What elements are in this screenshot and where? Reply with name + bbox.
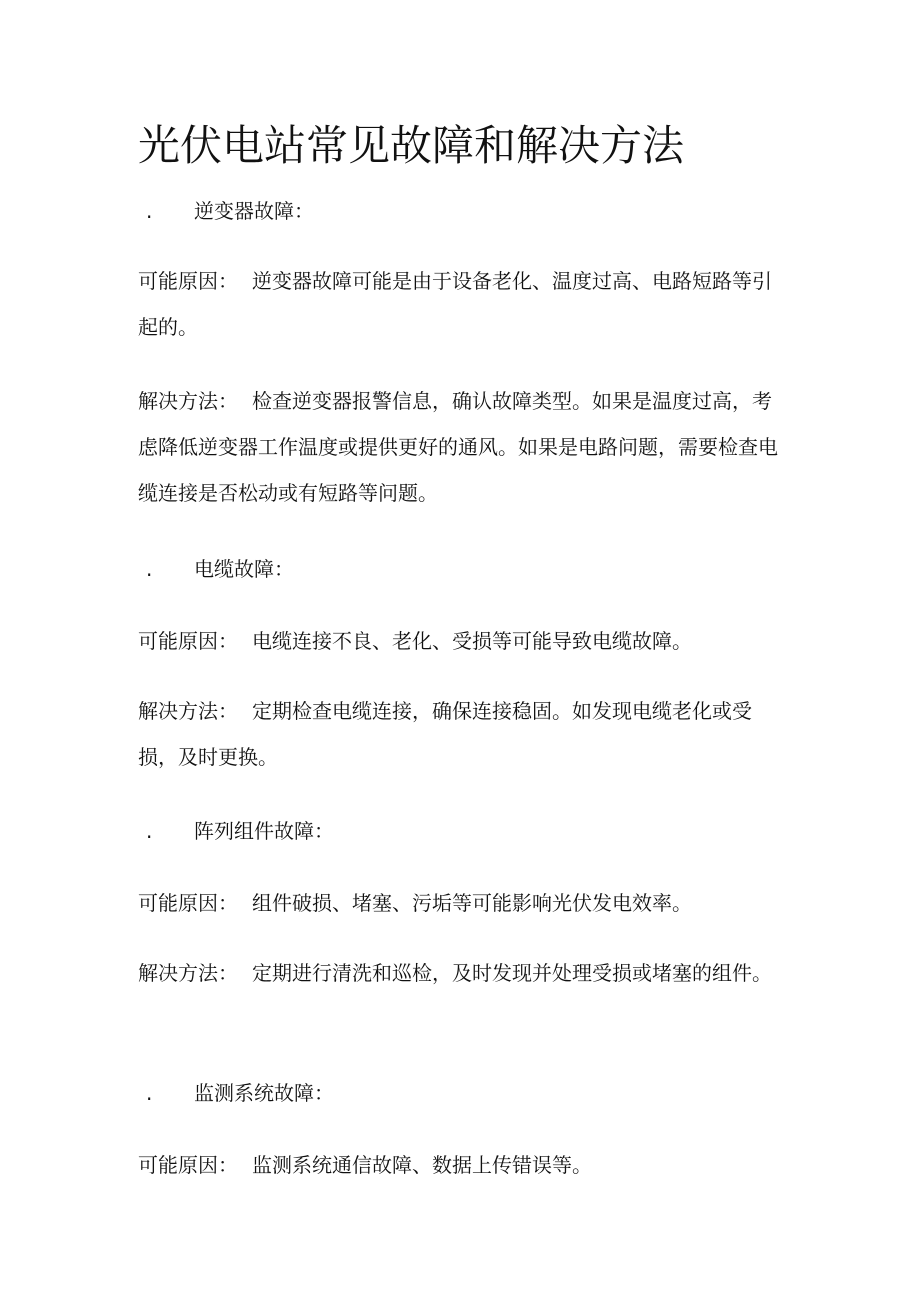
- section-heading-text: 电缆故障：: [194, 557, 294, 581]
- solution-label: 解决方法：: [138, 961, 238, 985]
- cause-text: 监测系统通信故障、数据上传错误等。: [252, 1153, 592, 1177]
- section-heading-cable: [146, 554, 294, 584]
- cause-text: 逆变器故障可能是由于设备老化、温度过高、电路短路等引起的。: [138, 269, 772, 339]
- document-title: 光伏电站常见故障和解决方法: [138, 121, 685, 170]
- list-marker: .: [146, 557, 153, 581]
- solution-label: 解决方法：: [138, 699, 238, 723]
- cause-label: 可能原因：: [138, 1153, 238, 1177]
- solution-text: 检查逆变器报警信息，确认故障类型。如果是温度过高，考虑降低逆变器工作温度或提供更好的通风。如果是电路问题，需要检查电缆连接是否松动或有短路等问题。: [138, 389, 778, 505]
- solution-text: 定期检查电缆连接，确保连接稳固。如发现电缆老化或受损，及时更换。: [138, 699, 752, 769]
- list-marker: .: [146, 199, 153, 223]
- list-marker: .: [146, 819, 153, 843]
- section-heading-text: 阵列组件故障：: [194, 819, 334, 843]
- section-heading-text: 逆变器故障：: [194, 199, 314, 223]
- solution-paragraph: [138, 950, 788, 996]
- cause-label: 可能原因：: [138, 629, 238, 653]
- section-heading-monitoring: [146, 1078, 334, 1108]
- solution-label: 解决方法：: [138, 389, 238, 413]
- cause-label: 可能原因：: [138, 269, 238, 293]
- cause-paragraph: [138, 880, 788, 926]
- cause-text: 组件破损、堵塞、污垢等可能影响光伏发电效率。: [252, 891, 692, 915]
- cause-paragraph: [138, 618, 788, 664]
- cause-label: 可能原因：: [138, 891, 238, 915]
- cause-paragraph: [138, 258, 788, 350]
- solution-paragraph: [138, 688, 788, 780]
- solution-paragraph: [138, 378, 788, 516]
- list-marker: .: [146, 1081, 153, 1105]
- solution-text: 定期进行清洗和巡检，及时发现并处理受损或堵塞的组件。: [252, 961, 772, 985]
- section-heading-text: 监测系统故障：: [194, 1081, 334, 1105]
- section-heading-array-module: [146, 816, 334, 846]
- cause-text: 电缆连接不良、老化、受损等可能导致电缆故障。: [252, 629, 692, 653]
- cause-paragraph: [138, 1142, 788, 1188]
- section-heading-inverter: [146, 196, 314, 226]
